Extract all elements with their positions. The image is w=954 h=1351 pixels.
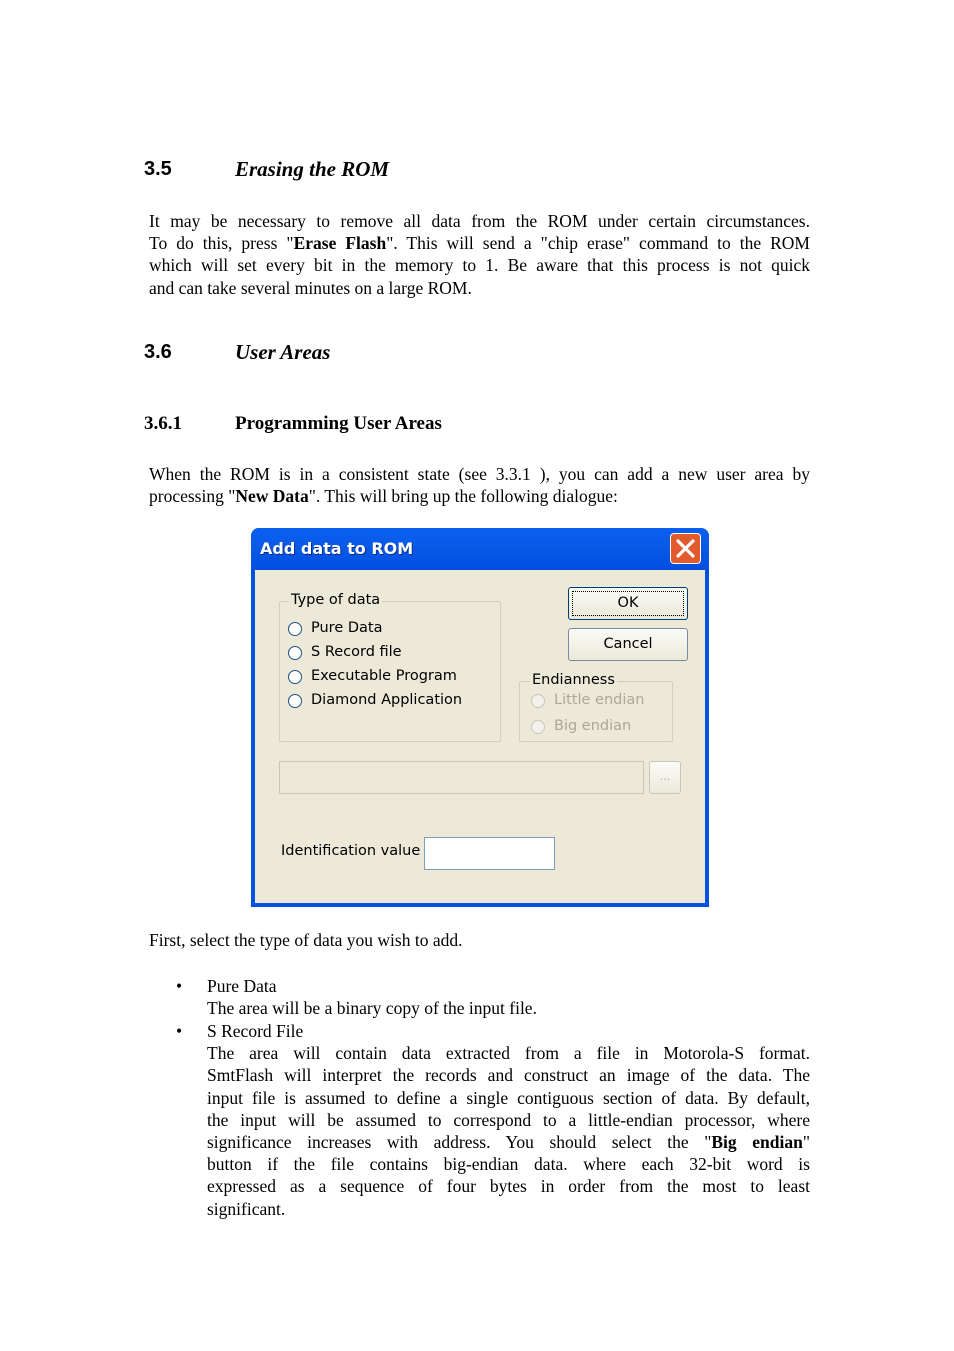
radio-label: Big endian	[554, 718, 632, 734]
radio-circle[interactable]	[288, 622, 302, 636]
radio-circle[interactable]	[288, 670, 302, 684]
radio-label: Pure Data	[311, 620, 383, 636]
list-item	[207, 1020, 810, 1220]
radio-circle[interactable]	[288, 694, 302, 708]
subsection-number: 3.6.1	[144, 413, 182, 434]
paragraph-erasing	[149, 210, 810, 299]
text-line: expressed as a sequence of four bytes in order from the most to least	[207, 1176, 810, 1197]
close-icon	[675, 538, 696, 559]
text-line: The area will contain data extracted from a file in Motorola-S format.	[207, 1043, 810, 1064]
text-line: which will set every bit in the memory to 1. Be aware that this process is not quick	[149, 255, 810, 276]
radio-circle[interactable]	[531, 720, 545, 734]
text-line: The area will be a binary copy of the input file.	[207, 998, 537, 1019]
text-line: button if the file contains big-endian data. where each 32-bit word is	[207, 1154, 810, 1175]
section-number: 3.6	[144, 341, 172, 363]
bullet-title: S Record File	[207, 1021, 304, 1041]
section-title: User Areas	[235, 340, 331, 364]
browse-button[interactable]	[649, 761, 681, 794]
text-line: processing "New Data". This will bring up the following dialogue:	[149, 486, 618, 507]
cancel-button[interactable]	[568, 628, 688, 661]
new-data-term: New Data	[235, 486, 309, 507]
endianness-label: Endianness	[532, 672, 615, 688]
bullet-icon: •	[176, 976, 183, 996]
radio-label: S Record file	[311, 644, 402, 660]
radio-label: Executable Program	[311, 668, 457, 684]
bullet-icon: •	[176, 1021, 183, 1041]
text-line: SmtFlash will interpret the records and construct an image of the data. The	[207, 1065, 810, 1086]
radio-label: Diamond Application	[311, 692, 463, 708]
cancel-label: Cancel	[603, 636, 653, 652]
type-of-data-label: Type of data	[291, 592, 381, 608]
erase-flash-term: Erase Flash	[293, 233, 387, 254]
dialog-title: Add data to ROM	[260, 539, 414, 558]
file-path-field[interactable]	[279, 761, 644, 794]
text-line: and can take several minutes on a large ROM.	[149, 277, 472, 298]
text-line: the input will be assumed to correspond to a little-endian processor, where	[207, 1109, 810, 1130]
identification-value-input[interactable]	[424, 837, 555, 870]
dialog-body	[255, 570, 705, 903]
section-number: 3.5	[144, 158, 172, 180]
dialog-titlebar[interactable]	[251, 528, 709, 570]
radio-circle[interactable]	[288, 646, 302, 660]
ok-button[interactable]	[568, 587, 688, 620]
text-line: significant.	[207, 1198, 286, 1219]
text-line: It may be necessary to remove all data from the ROM under certain circumstances.	[149, 211, 810, 231]
subsection-title: Programming User Areas	[235, 413, 442, 434]
paragraph-select-type: First, select the type of data you wish to add.	[149, 930, 463, 950]
text-line: input file is assumed to define a single contiguous section of data. By default,	[207, 1087, 810, 1108]
text-line: To do this, press "Erase Flash". This will send a "chip erase" command to the ROM	[149, 233, 810, 254]
bullet-title: Pure Data	[207, 976, 277, 996]
close-button[interactable]	[670, 533, 701, 564]
ok-label: OK	[617, 595, 639, 611]
focus-rect	[572, 591, 684, 616]
radio-label: Little endian	[554, 692, 645, 708]
text-line: significance increases with address. You should select the "Big endian"	[207, 1131, 810, 1152]
paragraph-user-areas	[149, 463, 810, 507]
list-item	[207, 975, 810, 1019]
identification-label: Identification value	[281, 843, 421, 859]
browse-label: ...	[659, 770, 671, 783]
radio-circle[interactable]	[531, 694, 545, 708]
big-endian-term: Big endian	[711, 1131, 803, 1152]
add-data-dialog	[251, 528, 709, 907]
section-title: Erasing the ROM	[235, 157, 390, 181]
text-line: When the ROM is in a consistent state (see 3.3.1 ), you can add a new user area by	[149, 464, 810, 484]
